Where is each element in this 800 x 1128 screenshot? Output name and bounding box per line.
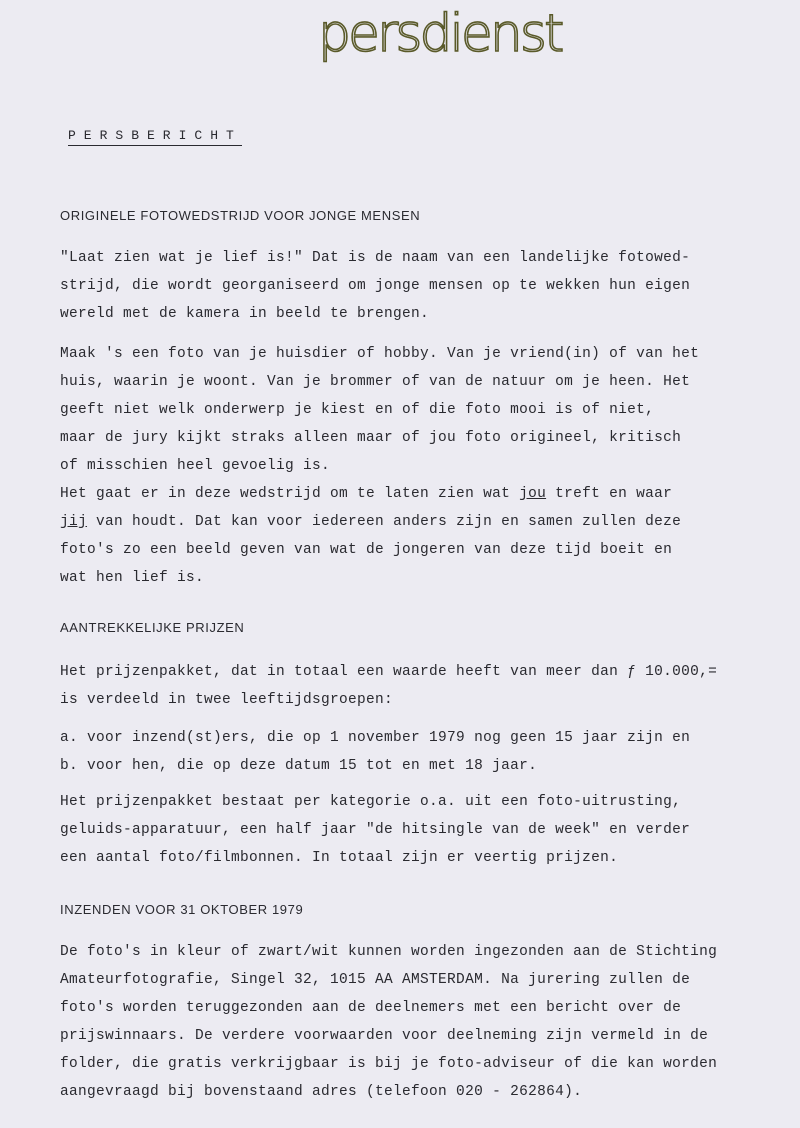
prizes-heading: AANTREKKELIJKE PRIJZEN <box>60 620 245 635</box>
text-line: De foto's in kleur of zwart/wit kunnen worden ingezonden aan de Stichting <box>60 944 718 960</box>
text-line: Amateurfotografie, Singel 32, 1015 AA AMSTERDAM. Na jurering zullen de <box>60 972 691 988</box>
text-line: maar de jury kijkt straks alleen maar of jou foto origineel, kritisch <box>60 430 682 446</box>
list-item: a. voor inzend(st)ers, die op 1 november 1979 nog geen 15 jaar zijn en <box>60 730 691 746</box>
deadline-paragraph <box>60 938 740 1106</box>
underlined-word: jou <box>519 486 547 502</box>
text-line: Het prijzenpakket bestaat per kategorie o.a. uit een foto-uitrusting, <box>60 794 682 810</box>
intro-heading: ORIGINELE FOTOWEDSTRIJD VOOR JONGE MENSEN <box>60 208 421 223</box>
text-line: een aantal foto/filmbonnen. In totaal zijn er veertig prijzen. <box>60 850 619 866</box>
text-line: huis, waarin je woont. Van je brommer of van de natuur om je heen. Het <box>60 374 691 390</box>
deadline-heading: INZENDEN VOOR 31 OKTOBER 1979 <box>60 902 304 917</box>
persdienst-logo: persdienst <box>318 4 562 64</box>
text-line: wat hen lief is. <box>60 570 205 586</box>
topics-paragraph <box>60 340 740 480</box>
text-line: "Laat zien wat je lief is!" Dat is de naam van een landelijke fotowed- <box>60 250 691 266</box>
text-span: treft en waar <box>546 486 673 502</box>
text-line: Maak 's een foto van je huisdier of hobby. Van je vriend(in) of van het <box>60 346 700 362</box>
text-line: foto's zo een beeld geven van wat de jongeren van deze tijd boeit en <box>60 542 673 558</box>
package-paragraph <box>60 788 740 872</box>
prizes-paragraph <box>60 658 740 714</box>
text-line: wereld met de kamera in beeld te brengen. <box>60 306 430 322</box>
text-span: van houdt. Dat kan voor iedereen anders zijn en samen zullen deze <box>87 514 682 530</box>
text-line: prijswinnaars. De verdere voorwaarden voor deelneming zijn vermeld in de <box>60 1028 709 1044</box>
text-line: is verdeeld in twee leeftijdsgroepen: <box>60 692 394 708</box>
text-line: Het prijzenpakket, dat in totaal een waarde heeft van meer dan ƒ 10.000,= <box>60 664 718 680</box>
text-line: foto's worden teruggezonden aan de deelnemers met een bericht over de <box>60 1000 682 1016</box>
text-line <box>60 480 740 508</box>
text-line: geeft niet welk onderwerp je kiest en of die foto mooi is of niet, <box>60 402 655 418</box>
underlined-word: jij <box>60 514 88 530</box>
text-line: strijd, die wordt georganiseerd om jonge mensen op te wekken hun eigen <box>60 278 691 294</box>
text-line: aangevraagd bij bovenstaand adres (telefoon 020 - 262864). <box>60 1084 583 1100</box>
intro-paragraph <box>60 244 740 328</box>
text-line <box>60 508 740 536</box>
document-label: PERSBERICHT <box>68 128 242 146</box>
text-line: of misschien heel gevoelig is. <box>60 458 331 474</box>
text-line: folder, die gratis verkrijgbaar is bij je foto-adviseur of die kan worden <box>60 1056 718 1072</box>
text-span: Het gaat er in deze wedstrijd om te laten zien wat <box>60 486 520 502</box>
text-line: geluids-apparatuur, een half jaar "de hitsingle van de week" en verder <box>60 822 691 838</box>
list-item: b. voor hen, die op deze datum 15 tot en met 18 jaar. <box>60 758 538 774</box>
purpose-paragraph <box>60 480 740 592</box>
age-groups-list <box>60 724 740 780</box>
